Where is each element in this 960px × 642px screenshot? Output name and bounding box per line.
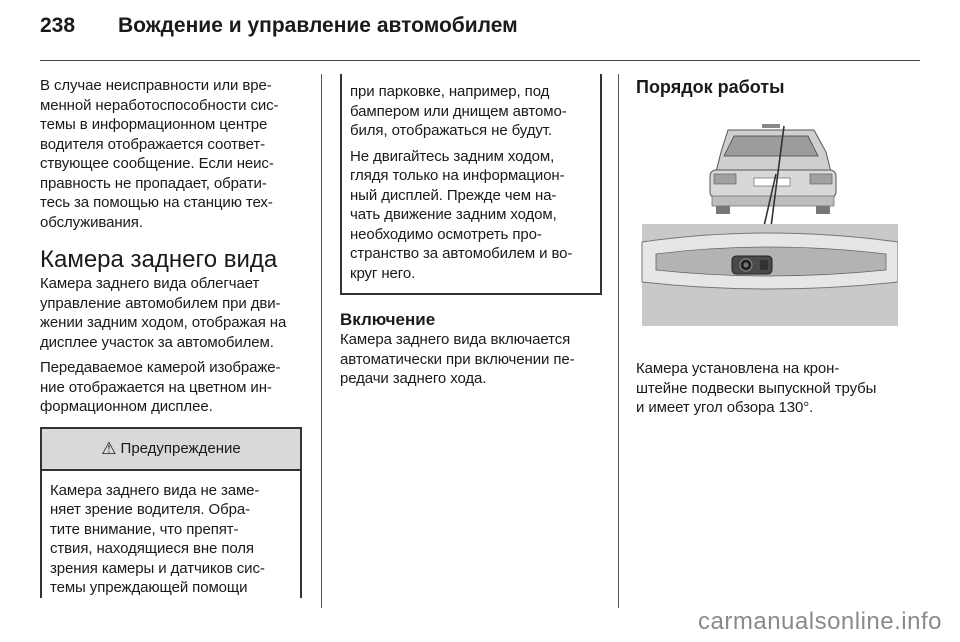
warning-icon: ⚠ <box>101 438 117 458</box>
rear-camera-illustration <box>636 112 898 344</box>
camera-detail-image <box>642 224 898 326</box>
page-title: Вождение и управление автомобилем <box>118 14 518 37</box>
warning-body: Камера заднего вида не заме- няет зрение водителя. Обра- тите внимание, что препят- ствия, находящиеся вне поля зрения камеры и датчиков сис- темы упреждающей помощи <box>50 481 265 596</box>
warning-header <box>42 429 300 471</box>
column-1 <box>40 76 302 598</box>
switch-on-paragraph: Камера заднего вида включается автоматически при включении пе- редачи заднего хода. <box>340 331 575 387</box>
car-rear-image <box>710 124 836 214</box>
page-number: 238 <box>40 14 76 37</box>
watermark: carmanualsonline.info <box>698 608 942 635</box>
column-divider-left <box>321 74 322 608</box>
column-divider-right <box>618 74 619 608</box>
warning-continuation-paragraph: при парковке, например, под бампером или днищем автомо- биля, отображаться не будут. <box>350 83 567 139</box>
section-title: Камера заднего вида <box>40 246 278 273</box>
subsection-title-switch-on: Включение <box>340 310 436 329</box>
warning-continuation-box <box>340 74 602 295</box>
camera-description-paragraph: Камера заднего вида облегчает управление автомобилем при дви- жении задним ходом, отображая на дисплее участок за автомобилем. <box>40 275 287 351</box>
subsection-title-operation: Порядок работы <box>636 77 785 97</box>
camera-caption: Камера установлена на крон- штейне подвески выпускной трубы и имеет угол обзора 130°. <box>636 360 877 416</box>
warning-box <box>40 427 302 598</box>
header-rule <box>40 60 920 61</box>
column-3 <box>636 76 904 418</box>
warning-reverse-paragraph: Не двигайтесь задним ходом, глядя только на информацион- ный дисплей. Прежде чем на- чать движение задним ходом, необходимо осмотреть про- странство за автомобилем и во- круг него. <box>350 147 573 282</box>
column-2 <box>340 74 602 389</box>
display-paragraph: Передаваемое камерой изображе- ние отображается на цветном ин- формационном дисплее. <box>40 359 281 415</box>
intro-paragraph: В случае неисправности или вре- менной неработоспособности сис- темы в информационном центре водителя отображается соответ- ствующее сообщение. Если неис- правность не пропадает, обрати- тесь за помощью на станцию тех- обслуживания. <box>40 77 279 231</box>
warning-title: Предупреждение <box>120 440 241 457</box>
page-header <box>40 14 518 46</box>
